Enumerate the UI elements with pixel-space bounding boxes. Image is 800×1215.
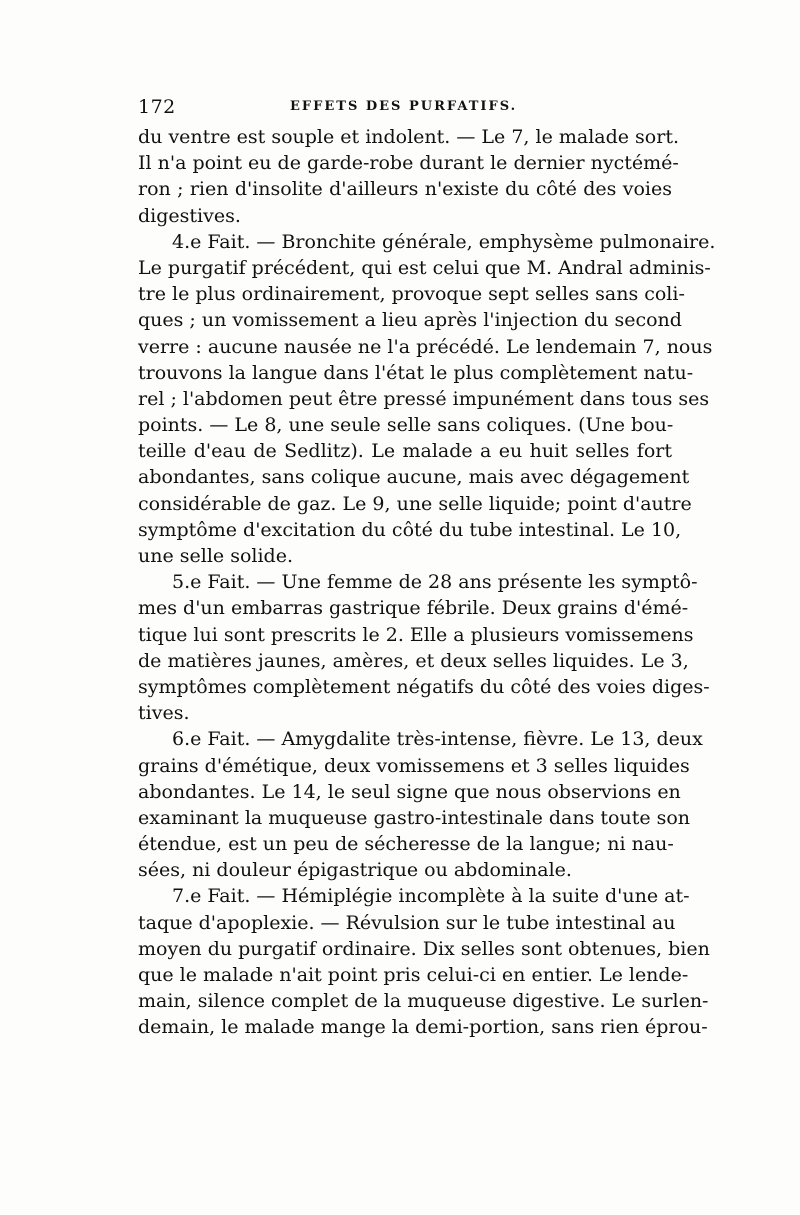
text-line: grains d'émétique, deux vomissemens et 3 selles liquides xyxy=(138,754,690,777)
text-line: ques ; un vomissement a lieu après l'injection du second xyxy=(138,309,682,332)
text-line: mes d'un embarras gastrique fébrile. Deux grains d'émé- xyxy=(138,597,689,620)
text-line: rel ; l'abdomen peut être pressé impunément dans tous ses xyxy=(138,387,710,410)
text-line: taque d'apoplexie. — Révulsion sur le tube intestinal au xyxy=(138,911,676,934)
text-line: tives. xyxy=(138,702,190,725)
text-line: une selle solide. xyxy=(138,545,293,567)
text-line: demain, le malade mange la demi-portion, sans rien éprou- xyxy=(138,1016,708,1039)
text-line: symptômes complètement négatifs du côté des voies diges- xyxy=(138,675,710,698)
text-line: que le malade n'ait point pris celui-ci en entier. Le lende- xyxy=(138,964,689,986)
text-line: digestives. xyxy=(138,204,241,227)
text-line: Le purgatif précédent, qui est celui que M. Andral adminis- xyxy=(138,256,711,279)
body-text xyxy=(138,124,716,1041)
text-line: points. — Le 8, une seule selle sans coliques. (Une bou- xyxy=(138,414,674,437)
fait-6-heading: 6.e Fait. — Amygdalite très-intense, fièvre. Le 13, deux xyxy=(172,728,703,751)
text-line: ron ; rien d'insolite d'ailleurs n'existe du côté des voies xyxy=(138,178,672,201)
running-head xyxy=(138,96,672,118)
text-line: moyen du purgatif ordinaire. Dix selles sont obtenues, bien xyxy=(138,937,710,960)
text-line: du ventre est souple et indolent. — Le 7, le malade sort. xyxy=(138,126,679,148)
text-line: abondantes. Le 14, le seul signe que nous observions en xyxy=(138,780,681,803)
text-line: main, silence complet de la muqueuse digestive. Le surlen- xyxy=(138,990,709,1013)
page-number: 172 xyxy=(138,96,176,118)
text-line: symptôme d'excitation du côté du tube intestinal. Le 10, xyxy=(138,518,682,541)
text-line: tique lui sont prescrits le 2. Elle a plusieurs vomissemens xyxy=(138,623,694,646)
fait-4-heading: 4.e Fait. — Bronchite générale, emphysème pulmonaire. xyxy=(172,230,716,253)
text-line: étendue, est un peu de sécheresse de la langue; ni nau- xyxy=(138,833,674,856)
text-line: verre : aucune nausée ne l'a précédé. Le lendemain 7, nous xyxy=(138,335,713,358)
fait-7-heading: 7.e Fait. — Hémiplégie incomplète à la suite d'une at- xyxy=(172,885,690,908)
text-line: teille d'eau de Sedlitz). Le malade a eu huit selles fort xyxy=(138,440,672,463)
text-line: abondantes, sans colique aucune, mais avec dégagement xyxy=(138,466,690,489)
text-line: trouvons la langue dans l'état le plus complètement natu- xyxy=(138,361,694,384)
text-line: Il n'a point eu de garde-robe durant le dernier nyctémé- xyxy=(138,152,679,175)
running-title: EFFETS DES PURFATIFS. xyxy=(290,99,518,114)
text-line: examinant la muqueuse gastro-intestinale dans toute son xyxy=(138,806,691,829)
text-line: de matières jaunes, amères, et deux selles liquides. Le 3, xyxy=(138,649,689,672)
fait-5-heading: 5.e Fait. — Une femme de 28 ans présente les symptô- xyxy=(172,571,698,594)
text-line: considérable de gaz. Le 9, une selle liquide; point d'autre xyxy=(138,492,692,515)
text-line: sées, ni douleur épigastrique ou abdominale. xyxy=(138,859,572,882)
text-line: tre le plus ordinairement, provoque sept selles sans coli- xyxy=(138,283,685,306)
